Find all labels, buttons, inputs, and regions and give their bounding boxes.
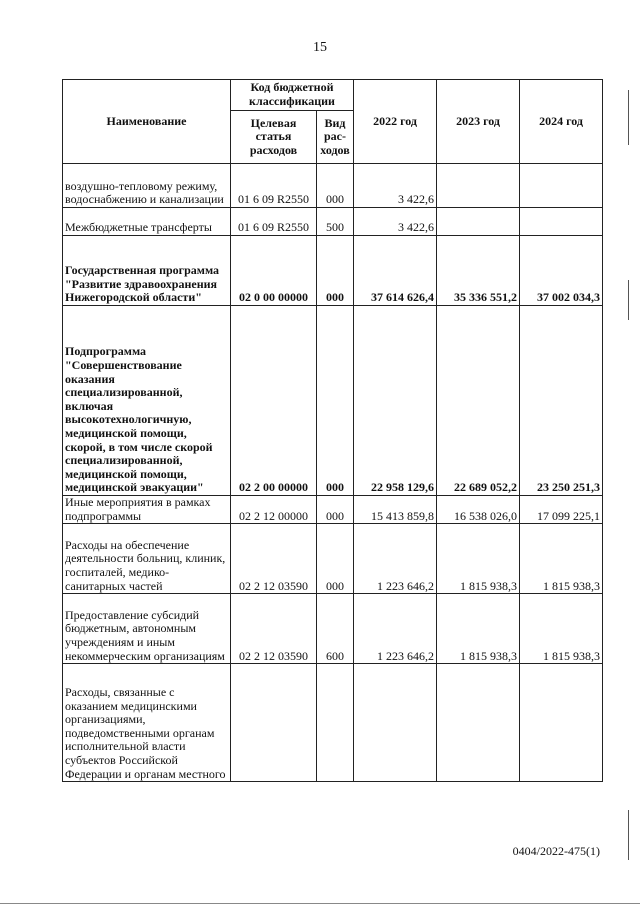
- scan-bottom-edge: [0, 903, 640, 904]
- row-code-cell: 02 2 12 00000: [231, 496, 317, 524]
- row-name-cell: воздушно-тепловому режиму, водоснабжению и канализации: [63, 164, 231, 208]
- row-2023-cell: [437, 208, 520, 236]
- budget-table: [62, 79, 603, 782]
- row-type-cell: 000: [317, 306, 354, 496]
- row-name-cell: Подпрограмма "Совершенствование оказания специализированной, включая высокотехнологичную, медицинской помощи, скорой, в том числе скорой специализированной, медицинской помощи, медицинской эвакуации": [63, 306, 231, 496]
- table-row: [63, 524, 603, 594]
- row-name-cell: Предоставление субсидий бюджетным, автономным учреждениям и иным некоммерческим организациям: [63, 594, 231, 664]
- table-row: [63, 496, 603, 524]
- row-2022-cell: 15 413 859,8: [354, 496, 437, 524]
- row-2023-cell: 1 815 938,3: [437, 524, 520, 594]
- row-2022-cell: 37 614 626,4: [354, 236, 437, 306]
- row-2022-cell: 1 223 646,2: [354, 594, 437, 664]
- row-code-cell: 02 2 12 03590: [231, 594, 317, 664]
- row-name-cell: Иные мероприятия в рамках подпрограммы: [63, 496, 231, 524]
- row-2024-cell: [520, 164, 603, 208]
- row-2022-cell: 3 422,6: [354, 164, 437, 208]
- row-name-cell: Межбюджетные трансферты: [63, 208, 231, 236]
- table-row: [63, 664, 603, 782]
- row-code-cell: 02 2 12 03590: [231, 524, 317, 594]
- row-2022-cell: 22 958 129,6: [354, 306, 437, 496]
- table-row: [63, 208, 603, 236]
- table-body: [63, 164, 603, 782]
- scan-edge-mark: [628, 90, 629, 145]
- row-type-cell: 600: [317, 594, 354, 664]
- table-row: [63, 306, 603, 496]
- row-2023-cell: 1 815 938,3: [437, 594, 520, 664]
- row-2023-cell: 16 538 026,0: [437, 496, 520, 524]
- header-year-2022: 2022 год: [354, 80, 437, 164]
- header-target-article: Целевая статья расходов: [231, 111, 317, 164]
- row-2024-cell: [520, 664, 603, 782]
- document-reference: 0404/2022-475(1): [512, 844, 600, 858]
- table-row: [63, 594, 603, 664]
- row-type-cell: 500: [317, 208, 354, 236]
- scan-edge-mark: [628, 810, 629, 860]
- row-2023-cell: 22 689 052,2: [437, 306, 520, 496]
- row-code-cell: 02 0 00 00000: [231, 236, 317, 306]
- row-2024-cell: [520, 208, 603, 236]
- row-type-cell: 000: [317, 164, 354, 208]
- row-code-cell: [231, 664, 317, 782]
- row-name-cell: Государственная программа "Развитие здравоохранения Нижегородской области": [63, 236, 231, 306]
- row-name-cell: Расходы, связанные с оказанием медицинскими организациями, подведомственными органам исполнительной власти субъектов Российской Федерации и органам местного: [63, 664, 231, 782]
- row-2024-cell: 1 815 938,3: [520, 524, 603, 594]
- header-name: Наименование: [63, 80, 231, 164]
- table-row: [63, 236, 603, 306]
- row-2022-cell: 1 223 646,2: [354, 524, 437, 594]
- row-2022-cell: [354, 664, 437, 782]
- row-type-cell: 000: [317, 236, 354, 306]
- header-expense-type: Вид рас-ходов: [317, 111, 354, 164]
- row-2024-cell: 1 815 938,3: [520, 594, 603, 664]
- row-type-cell: 000: [317, 524, 354, 594]
- row-2022-cell: 3 422,6: [354, 208, 437, 236]
- row-2023-cell: [437, 164, 520, 208]
- header-year-2024: 2024 год: [520, 80, 603, 164]
- table-row: [63, 164, 603, 208]
- header-year-2023: 2023 год: [437, 80, 520, 164]
- row-type-cell: [317, 664, 354, 782]
- row-name-cell: Расходы на обеспечение деятельности больниц, клиник, госпиталей, медико-санитарных частей: [63, 524, 231, 594]
- row-2023-cell: 35 336 551,2: [437, 236, 520, 306]
- row-type-cell: 000: [317, 496, 354, 524]
- row-2024-cell: 23 250 251,3: [520, 306, 603, 496]
- row-2024-cell: 37 002 034,3: [520, 236, 603, 306]
- row-code-cell: 01 6 09 R2550: [231, 164, 317, 208]
- row-code-cell: 02 2 00 00000: [231, 306, 317, 496]
- row-2024-cell: 17 099 225,1: [520, 496, 603, 524]
- header-code-group: Код бюджетной классификации: [231, 80, 354, 111]
- row-2023-cell: [437, 664, 520, 782]
- page-number: 15: [313, 40, 327, 55]
- row-code-cell: 01 6 09 R2550: [231, 208, 317, 236]
- scan-edge-mark: [628, 280, 629, 320]
